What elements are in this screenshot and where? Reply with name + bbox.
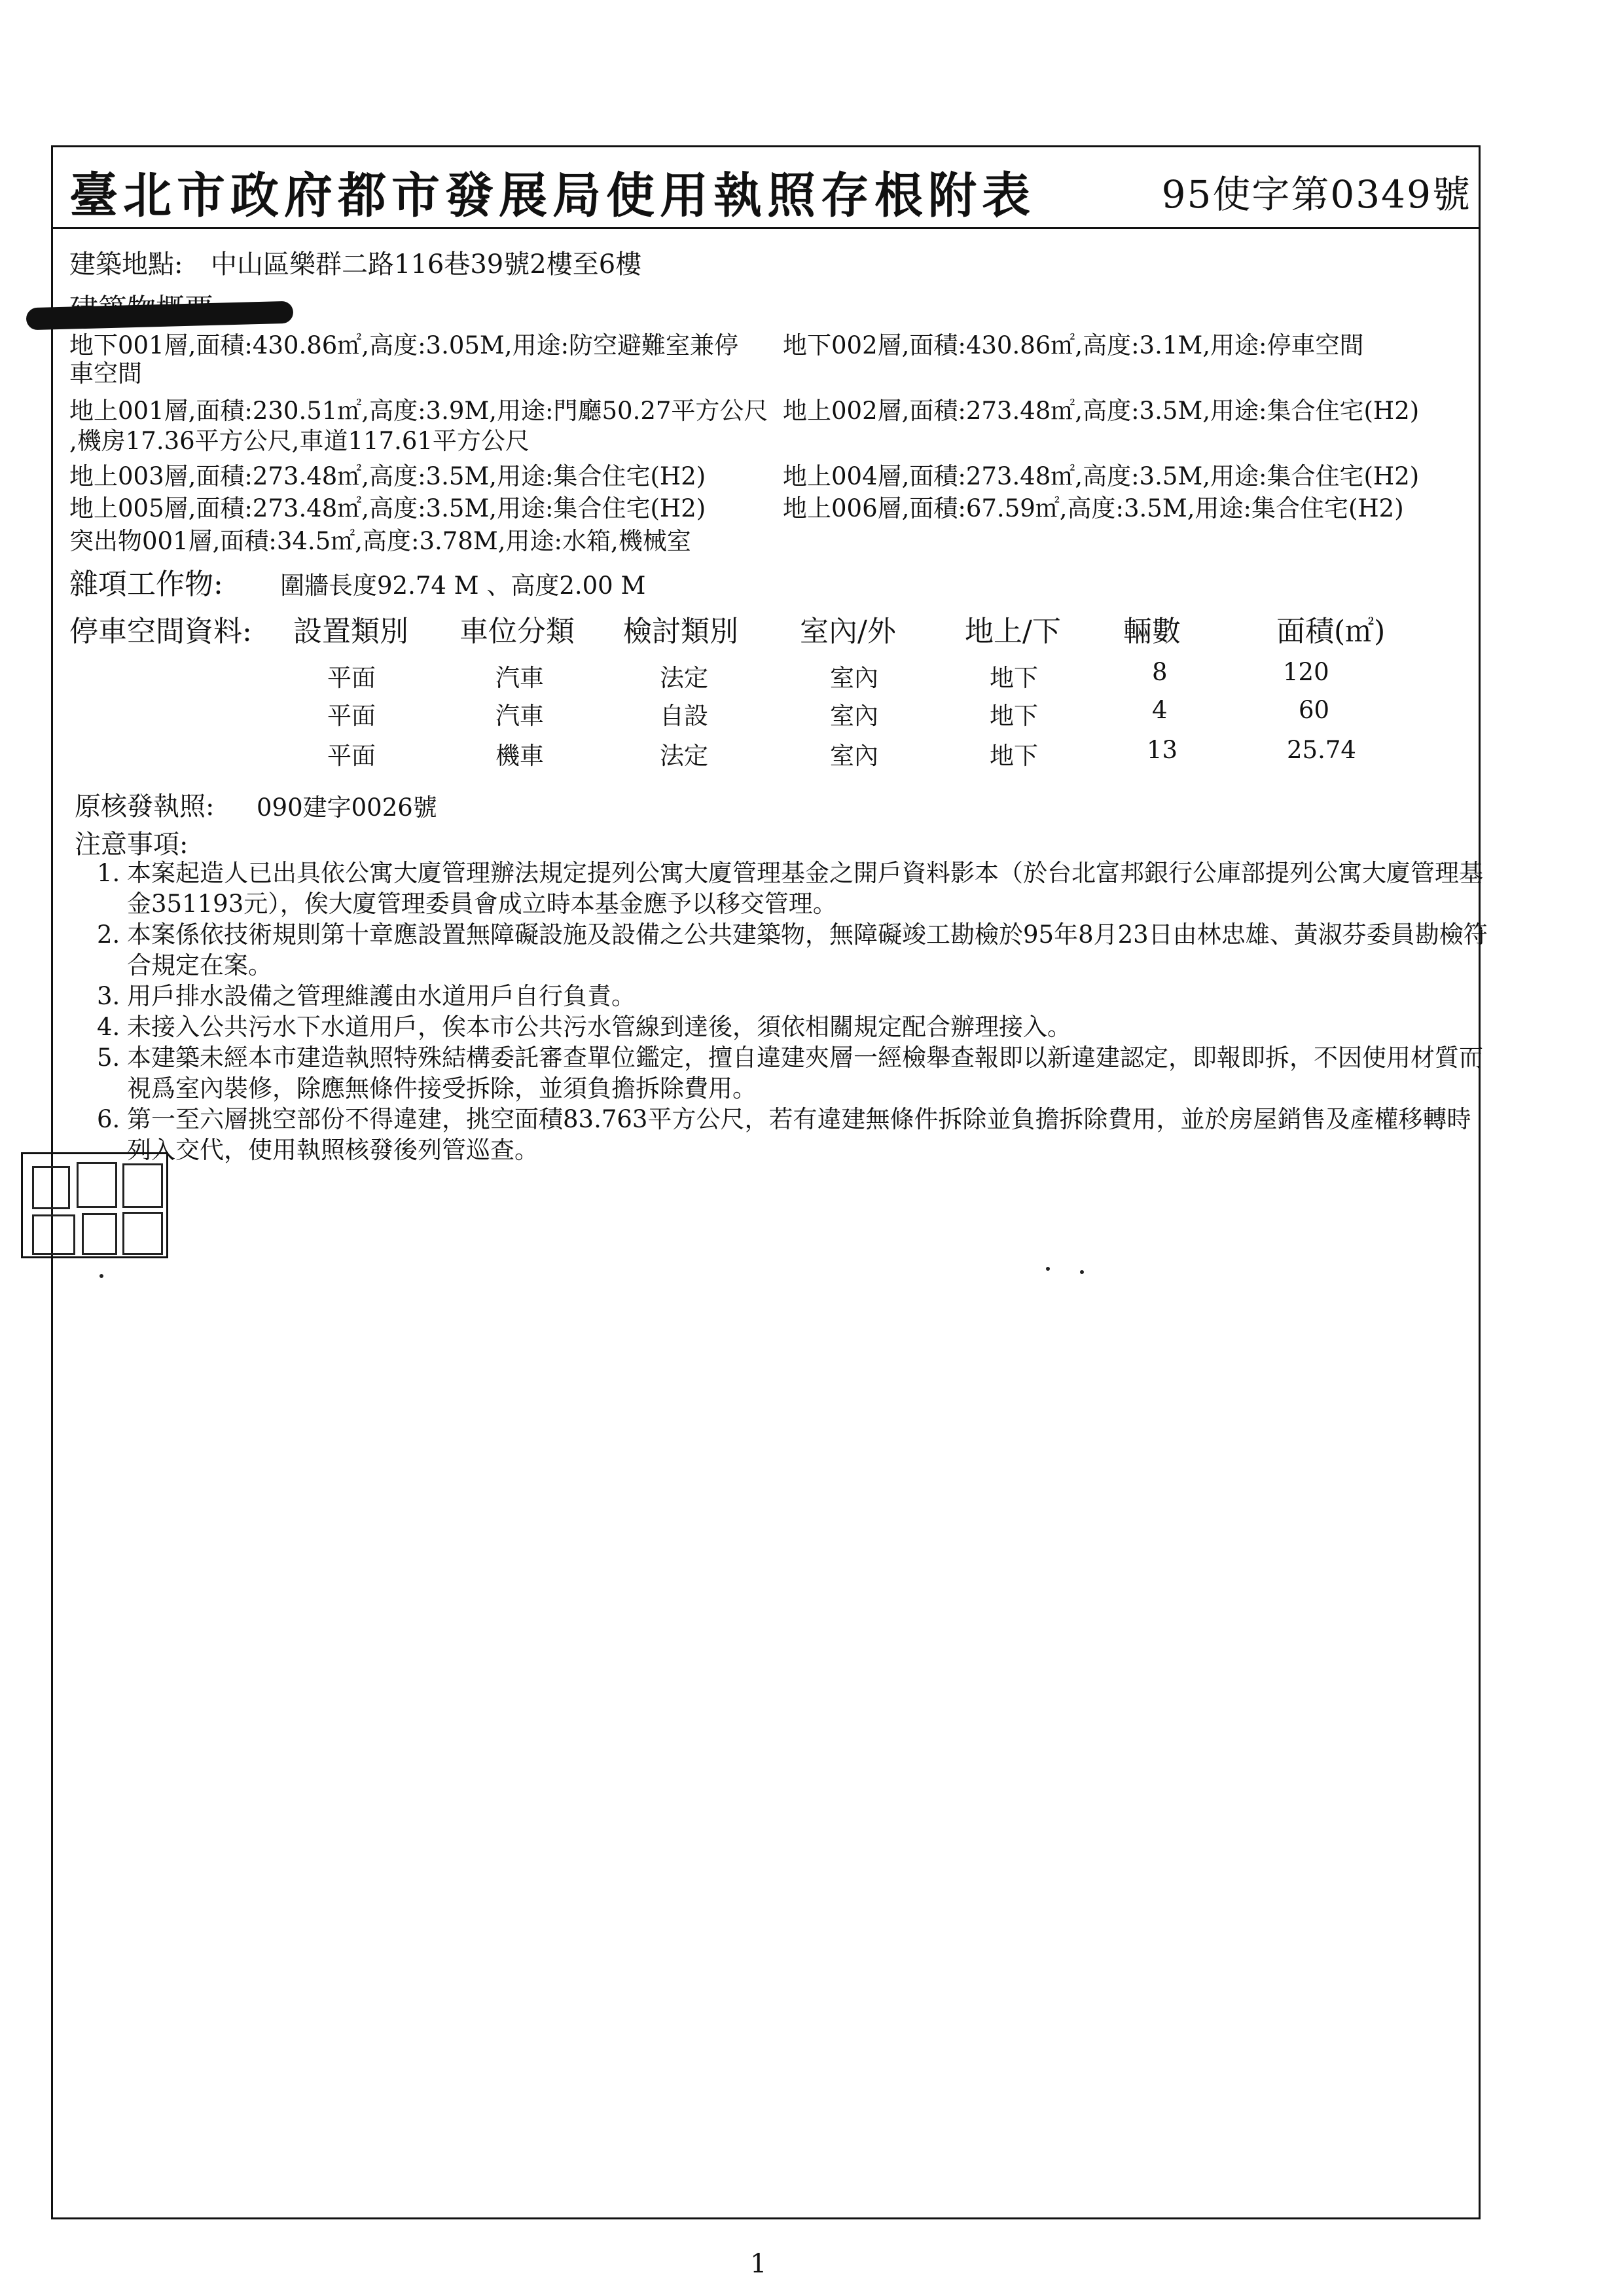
parking-cell: 8 [1152, 658, 1168, 686]
parking-cell: 室內 [830, 702, 878, 730]
note-text: 本建築未經本市建造執照特殊結構委託審查單位鑑定，擅自違建夾層一經檢舉查報即以新違建認定，即報即拆，不因使用材質而視爲室內裝修，除應無條件接受拆除，並須負擔拆除費用。 [127, 1044, 1483, 1102]
parking-cell: 地下 [990, 742, 1038, 770]
permit-number: 95使字第0349號 [1161, 172, 1471, 217]
note-number: 1. [97, 859, 120, 887]
parking-header-review: 檢討類別 [623, 615, 738, 648]
parking-cell: 120 [1283, 658, 1329, 686]
note-number: 5. [97, 1044, 120, 1072]
note-number: 2. [97, 920, 120, 949]
parking-cell: 自設 [660, 702, 708, 730]
parking-cell: 平面 [327, 664, 376, 692]
parking-header-indoor: 室內/外 [800, 615, 896, 648]
parking-header-type: 設置類別 [293, 615, 408, 648]
note-text: 本案係依技術規則第十章應設置無障礙設施及設備之公共建築物，無障礙竣工勘檢於95年8月23日由林忠雄、黃淑芬委員勘檢符合規定在案。 [127, 920, 1488, 979]
document-title: 臺北市政府都市發展局使用執照存根附表 [69, 168, 1035, 224]
original-permit-label: 原核發執照: [75, 792, 215, 822]
floor-1f-line1: 地上001層,面積:230.51㎡,高度:3.9M,用途:門廳50.27平方公尺 [69, 397, 768, 425]
note-number: 4. [97, 1013, 120, 1041]
note-text: 第一至六層挑空部份不得違建，挑空面積83.763平方公尺，若有違建無條件拆除並負擔拆除費用，並於房屋銷售及產權移轉時列入交代，使用執照核發後列管巡查。 [127, 1105, 1471, 1164]
note-item [97, 1011, 1491, 1042]
parking-cell: 平面 [327, 742, 376, 770]
parking-header-level: 地上/下 [965, 615, 1061, 648]
parking-cell: 室內 [830, 664, 878, 692]
parking-cell: 4 [1152, 696, 1168, 724]
floor-1f-line2: ,機房17.36平方公尺,車道117.61平方公尺 [69, 427, 530, 455]
note-text: 本案起造人已出具依公寓大廈管理辦法規定提列公寓大廈管理基金之開戶資料影本（於台北富邦銀行公庫部提列公寓大廈管理基金351193元），俟大廈管理委員會成立時本基金應予以移交管理。 [127, 859, 1483, 918]
floor-b2: 地下002層,面積:430.86㎡,高度:3.1M,用途:停車空間 [783, 331, 1364, 359]
parking-cell: 法定 [660, 742, 708, 770]
parking-cell: 地下 [990, 664, 1038, 692]
parking-cell: 25.74 [1287, 736, 1356, 764]
parking-cell: 地下 [990, 702, 1038, 730]
note-number: 6. [97, 1105, 120, 1133]
parking-cell: 60 [1299, 696, 1330, 724]
page-number: 1 [750, 2249, 767, 2279]
parking-cell: 13 [1147, 736, 1178, 764]
note-text: 未接入公共污水下水道用戶，俟本市公共污水管線到達後，須依相關規定配合辦理接入。 [127, 1013, 1071, 1041]
title-row [51, 145, 1481, 229]
parking-label: 停車空間資料: [69, 615, 252, 648]
floor-4f: 地上004層,面積:273.48㎡,高度:3.5M,用途:集合住宅(H2) [783, 462, 1420, 490]
parking-cell: 汽車 [495, 664, 544, 692]
original-permit-value: 090建字0026號 [257, 793, 437, 822]
parking-cell: 機車 [495, 742, 544, 770]
note-item [97, 1042, 1491, 1104]
parking-header-area: 面積(㎡) [1276, 615, 1386, 648]
location-label: 建築地點: [69, 249, 183, 280]
floor-2f: 地上002層,面積:273.48㎡,高度:3.5M,用途:集合住宅(H2) [783, 397, 1420, 425]
parking-cell: 汽車 [495, 702, 544, 730]
official-seal [21, 1152, 168, 1258]
floor-6f: 地上006層,面積:67.59㎡,高度:3.5M,用途:集合住宅(H2) [783, 494, 1404, 522]
misc-label: 雜項工作物: [69, 568, 223, 601]
scan-speck [1080, 1270, 1084, 1274]
parking-header-count: 輛數 [1123, 615, 1181, 648]
note-text: 用戶排水設備之管理維護由水道用戶自行負責。 [127, 982, 636, 1010]
parking-header-vehicle: 車位分類 [459, 615, 575, 648]
floor-b1-line1: 地下001層,面積:430.86㎡,高度:3.05M,用途:防空避難室兼停 [69, 331, 739, 359]
location-value: 中山區樂群二路116巷39號2樓至6樓 [211, 249, 642, 280]
floor-3f: 地上003層,面積:273.48㎡,高度:3.5M,用途:集合住宅(H2) [69, 462, 706, 490]
misc-value: 圍牆長度92.74 M 、高度2.00 M [280, 572, 646, 600]
parking-cell: 平面 [327, 702, 376, 730]
floor-5f: 地上005層,面積:273.48㎡,高度:3.5M,用途:集合住宅(H2) [69, 494, 706, 522]
note-item [97, 1104, 1491, 1165]
note-item [97, 919, 1491, 981]
scan-speck [99, 1274, 103, 1278]
scan-speck [1046, 1267, 1050, 1271]
floor-b1-line2: 車空間 [69, 359, 142, 388]
note-item [97, 858, 1491, 919]
parking-cell: 法定 [660, 664, 708, 692]
notes-list [97, 858, 1491, 1165]
parking-cell: 室內 [830, 742, 878, 770]
note-item [97, 981, 1491, 1011]
floor-penthouse: 突出物001層,面積:34.5㎡,高度:3.78M,用途:水箱,機械室 [69, 527, 691, 555]
note-number: 3. [97, 982, 120, 1010]
notes-label: 注意事項: [75, 829, 189, 860]
